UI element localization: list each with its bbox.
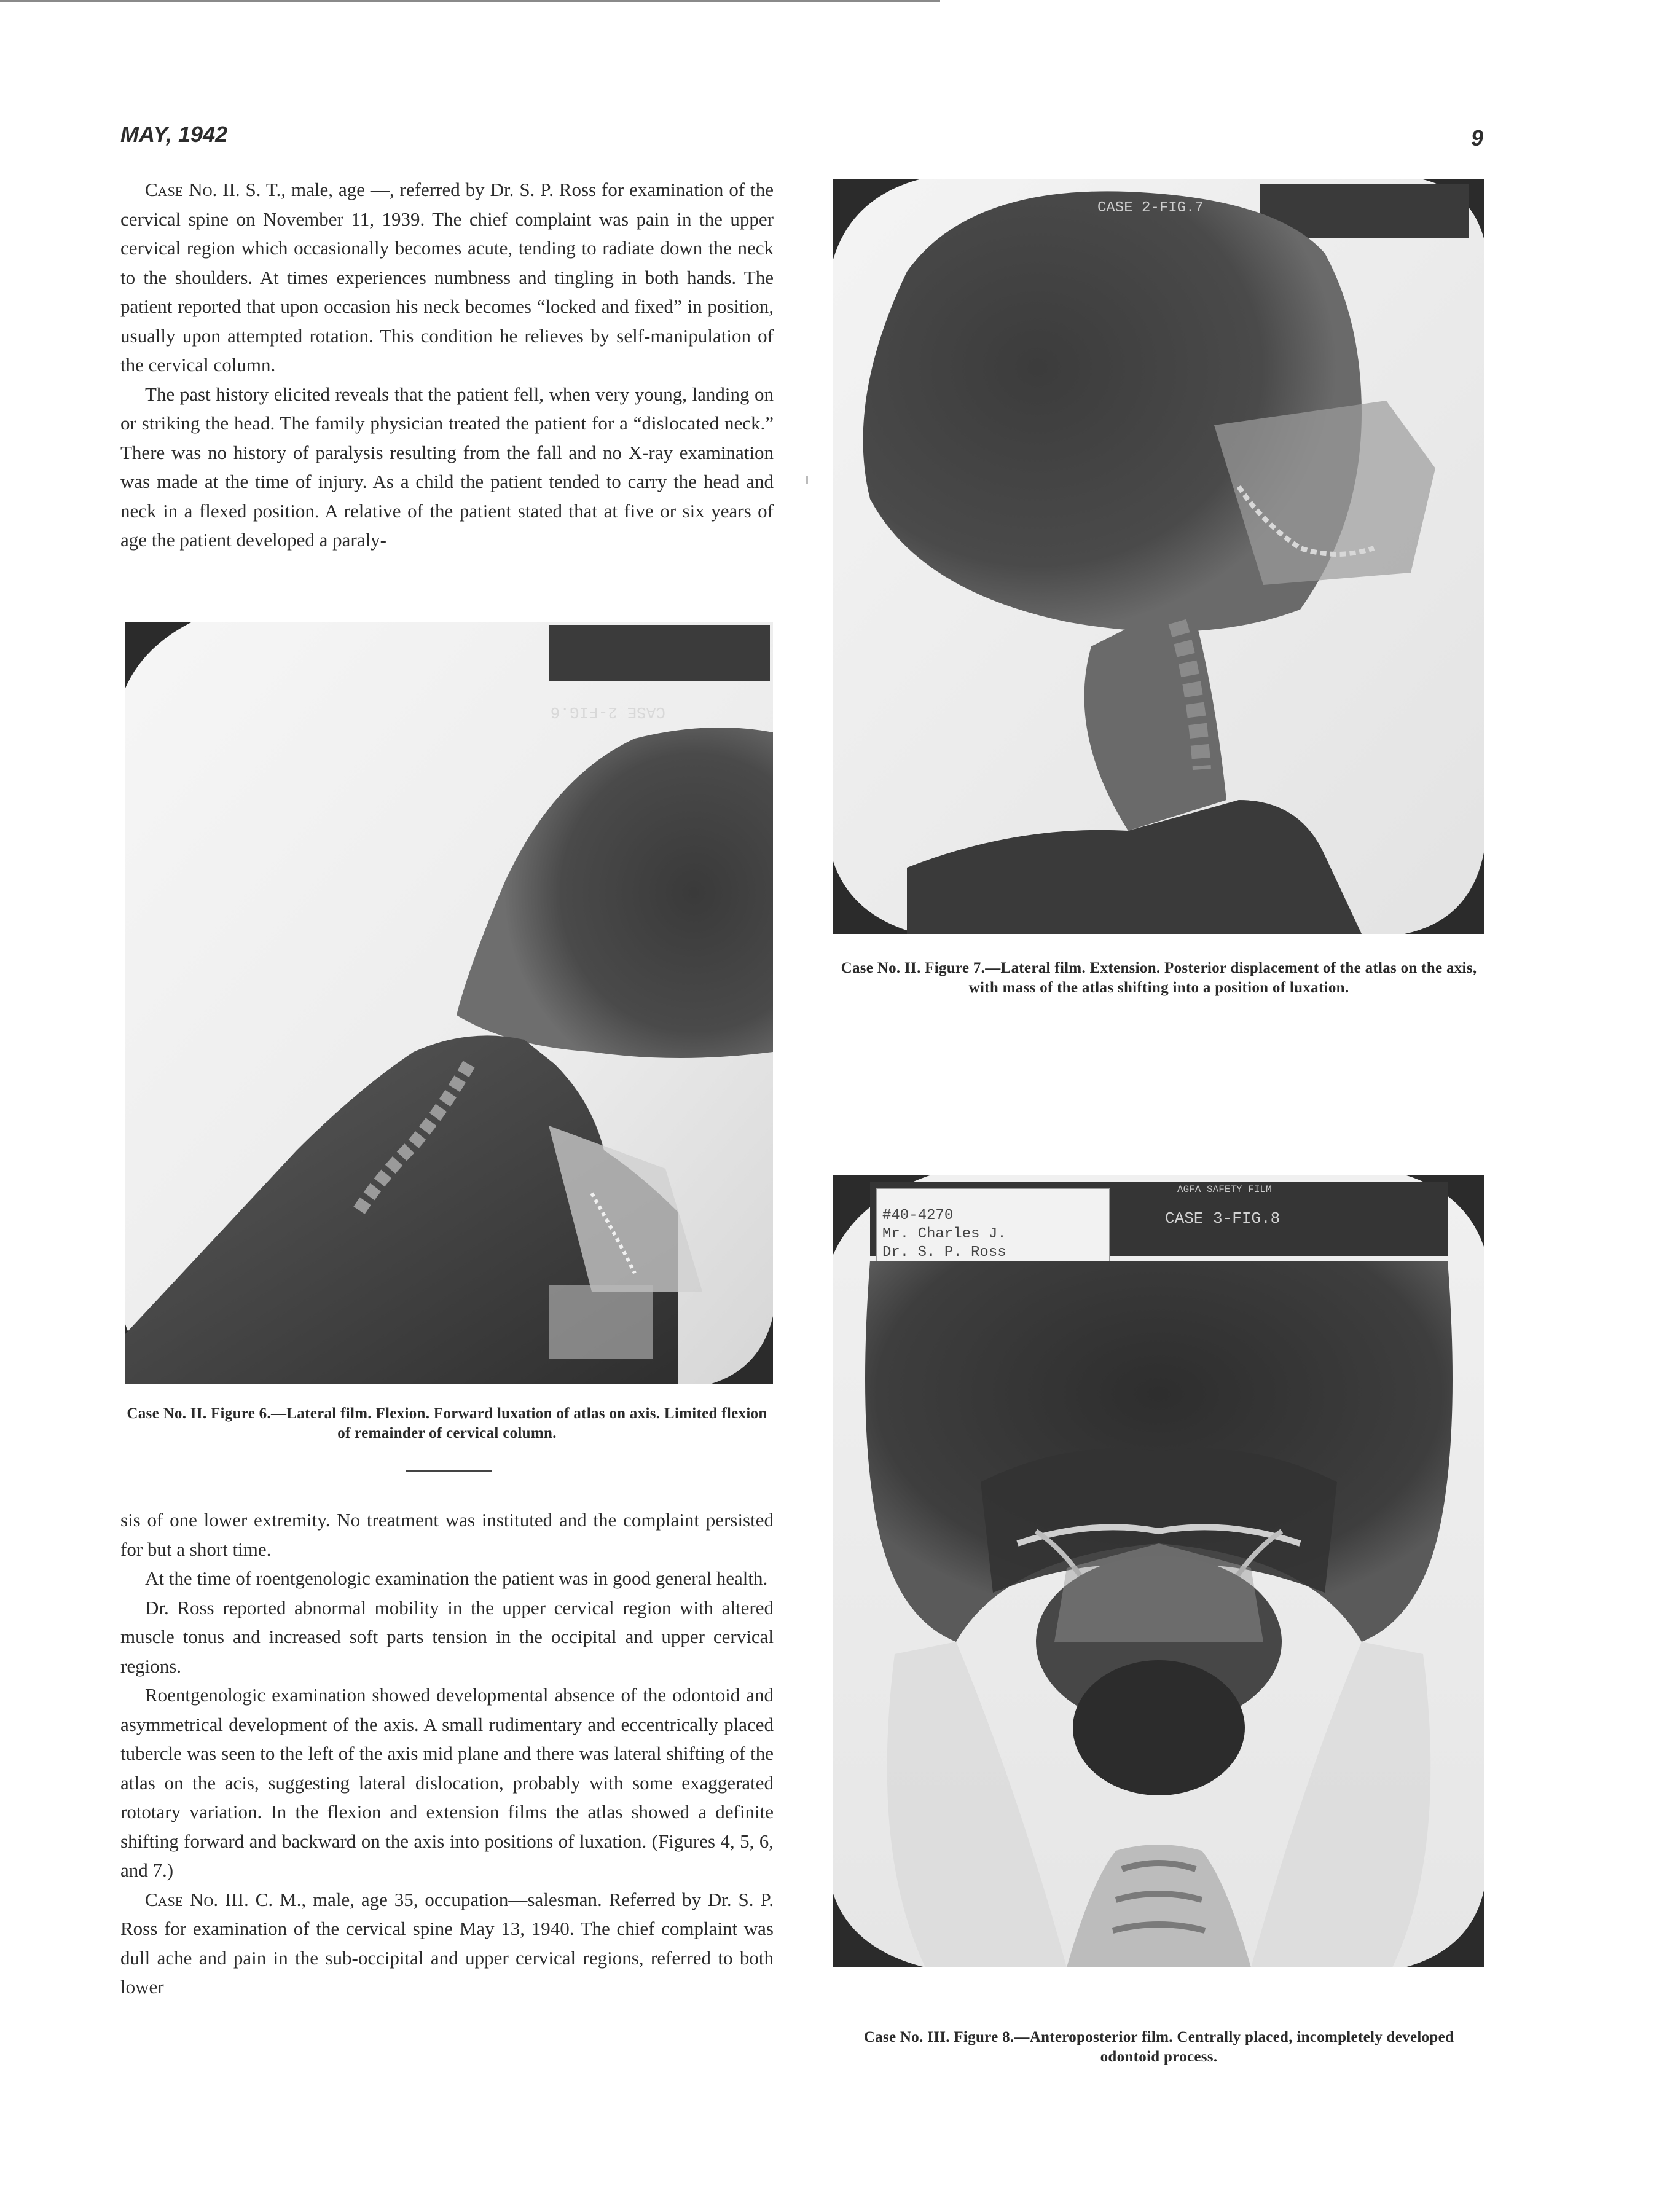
left-column-bottom-text xyxy=(120,1505,774,2002)
paragraph-body: S. T., male, age —, referred by Dr. S. P. Ross for examination of the cervical spine on November 11, 1939. The chief complaint was pain in the upper cervical region which occasionally becomes acute, tending to radiate down the neck to the shoulders. At times experiences numbness and tingling in both hands. The patient reported that upon occasion his neck becomes “locked and fixed” in position, usually upon attempted rotation. This condition he relieves by self-manipulation of the cervical column. xyxy=(120,179,774,375)
figure-6-xray xyxy=(125,622,773,1384)
margin-mark xyxy=(806,476,808,484)
paragraph-ross-report: Dr. Ross reported abnormal mobility in the upper cervical region with altered muscle tonus and increased soft parts tension in the occipital and upper cervical regions. xyxy=(120,1596,774,1677)
left-column-top-text xyxy=(120,175,774,555)
patient-label-doctor: Dr. S. P. Ross xyxy=(882,1244,1006,1261)
patient-label-number: #40-4270 xyxy=(882,1207,954,1224)
paragraph-roentgenologic-findings: Roentgenologic examination showed developmental absence of the odontoid and asymmetrical development of the axis. A small rudimentary and eccentrically placed tubercle was seen to the left of the axis mid plane and there was lateral shifting of the atlas on the acis, suggesting lateral dislocation, probably with some exaggerated rototary variation. In the flexion and extension films the atlas showed a definite shifting forward and backward on the axis into positions of luxation. (Figures 4, 5, 6, and 7.) xyxy=(120,1684,774,1881)
paragraph-body: C. M., male, age 35, occupation—salesman. Referred by Dr. S. P. Ross for examination of the cervical spine May 13, 1940. The chief complaint was dull ache and pain in the sub-occipital and upper cervical regions, referred to both lower xyxy=(120,1888,774,1998)
page-number: 9 xyxy=(1471,125,1484,151)
paragraph-case-iii-intro xyxy=(120,1885,774,2002)
figure-6-caption: Case No. II. Figure 6.—Lateral film. Flexion. Forward luxation of atlas on axis. Limited flexion of remainder of cervical column. xyxy=(127,1405,767,1441)
case-heading: Case No. II. xyxy=(145,179,240,200)
figure-8-xray xyxy=(833,1175,1484,1967)
paragraph-general-health: At the time of roentgenologic examination the patient was in good general health. xyxy=(145,1567,768,1589)
figure-6-xray-image xyxy=(125,622,773,1384)
figure-6-film-marking: CASE 2-FIG.6 xyxy=(550,703,665,721)
figure-8-xray-image xyxy=(833,1175,1484,1967)
figure-7-film-marking: CASE 2-FIG.7 xyxy=(1097,200,1204,216)
figure-7-xray-image xyxy=(833,179,1484,934)
figure-7-caption: Case No. II. Figure 7.—Lateral film. Extension. Posterior displacement of the atlas on the axis, with mass of the atlas shifting into a position of luxation. xyxy=(841,960,1477,996)
case-heading: Case No. III. xyxy=(145,1888,249,1910)
figure-8-caption: Case No. III. Figure 8.—Anteroposterior film. Centrally placed, incompletely developed odontoid process. xyxy=(863,2029,1454,2065)
figure-8-film-marking: CASE 3-FIG.8 xyxy=(1165,1209,1281,1228)
running-header-date: MAY, 1942 xyxy=(120,122,228,147)
paragraph-case-ii-intro xyxy=(120,175,774,380)
section-divider xyxy=(406,1470,492,1472)
page-top-rule xyxy=(0,0,940,2)
paragraph-past-history: The past history elicited reveals that the patient fell, when very young, landing on or striking the head. The family physician treated the patient for a “dislocated neck.” There was no history of paralysis resulting from the fall and no X-ray examination was made at the time of injury. As a child the patient tended to carry the head and neck in a flexed position. A relative of the patient stated that at five or six years of age the patient developed a paraly- xyxy=(120,383,774,551)
figure-8-film-header: AGFA SAFETY FILM xyxy=(1177,1184,1272,1195)
paragraph-continuation: sis of one lower extremity. No treatment was instituted and the complaint persisted for but a short time. xyxy=(120,1509,774,1560)
patient-label-name: Mr. Charles J. xyxy=(882,1226,1006,1242)
figure-7-xray xyxy=(833,179,1484,934)
